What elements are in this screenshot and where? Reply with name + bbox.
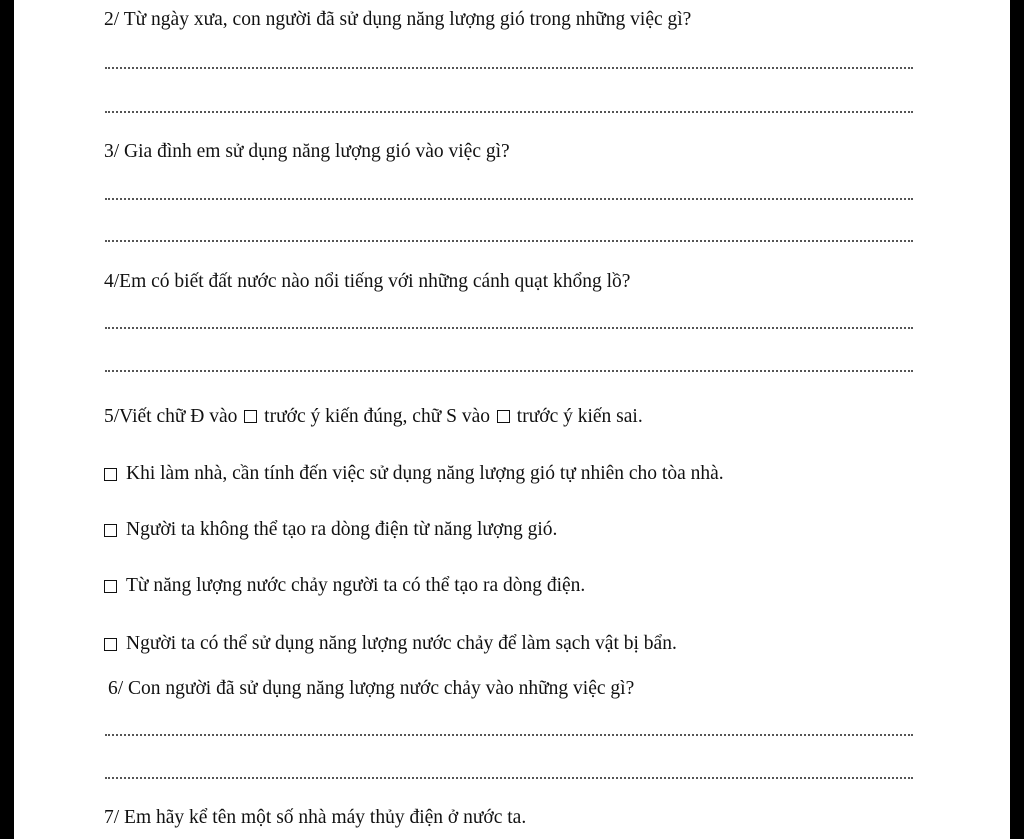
answer-line: [105, 198, 913, 200]
statement-option: [104, 574, 585, 598]
statement-option: [104, 462, 724, 486]
answer-line: [105, 370, 913, 372]
question-5-part3: trước ý kiến sai.: [516, 406, 643, 427]
answer-line: [105, 734, 913, 736]
statement-text: Khi làm nhà, cần tính đến việc sử dụng năng lượng gió tự nhiên cho tòa nhà.: [126, 463, 724, 484]
statement-text: Người ta không thể tạo ra dòng điện từ năng lượng gió.: [126, 519, 558, 540]
answer-line: [105, 111, 913, 113]
answer-box[interactable]: [104, 468, 117, 481]
statement-text: Người ta có thể sử dụng năng lượng nước chảy để làm sạch vật bị bẩn.: [126, 633, 677, 654]
worksheet-page: [14, 0, 1010, 839]
question-3: 3/ Gia đình em sử dụng năng lượng gió vào việc gì?: [104, 141, 510, 162]
answer-line: [105, 240, 913, 242]
question-7: 7/ Em hãy kể tên một số nhà máy thủy điện ở nước ta.: [104, 807, 527, 828]
answer-line: [105, 327, 913, 329]
answer-line: [105, 67, 913, 69]
question-4: 4/Em có biết đất nước nào nổi tiếng với những cánh quạt khổng lồ?: [104, 271, 631, 292]
checkbox-icon: [497, 410, 510, 423]
statement-text: Từ năng lượng nước chảy người ta có thể tạo ra dòng điện.: [126, 575, 586, 596]
answer-box[interactable]: [104, 524, 117, 537]
question-5: [104, 405, 643, 429]
question-2: 2/ Từ ngày xưa, con người đã sử dụng năng lượng gió trong những việc gì?: [104, 9, 692, 30]
checkbox-icon: [244, 410, 257, 423]
question-6: 6/ Con người đã sử dụng năng lượng nước chảy vào những việc gì?: [108, 678, 635, 699]
answer-box[interactable]: [104, 638, 117, 651]
answer-box[interactable]: [104, 580, 117, 593]
question-5-part2: trước ý kiến đúng, chữ S vào: [264, 406, 491, 427]
question-5-part1: 5/Viết chữ Đ vào: [104, 406, 238, 427]
answer-line: [105, 777, 913, 779]
statement-option: [104, 632, 677, 656]
statement-option: [104, 518, 557, 542]
